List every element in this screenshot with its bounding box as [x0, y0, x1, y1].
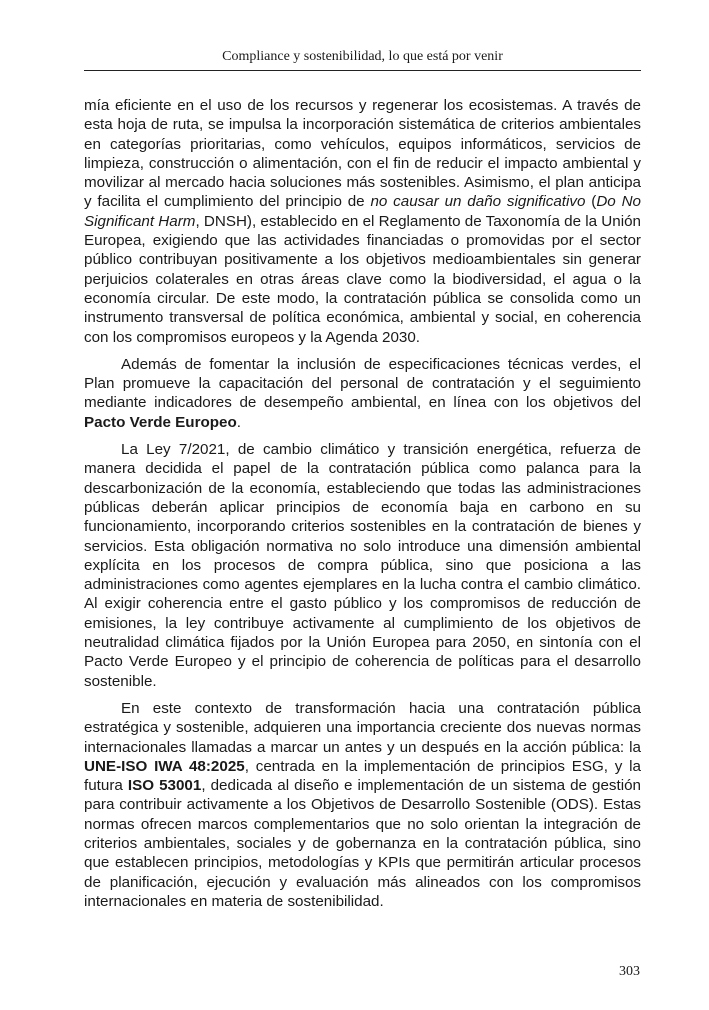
paragraph-4-text-c: , centrada en la implementación de principios ESG, y la futura	[84, 757, 641, 795]
paragraph-2-bold-pacto-verde: Pacto Verde Europeo	[84, 413, 237, 431]
paragraph-2-text-a: Además de fomentar la inclusión de especificaciones técnicas verdes, el Plan promueve la capacitación del personal de contratación y el seguimiento mediante indicadores de desempeño ambiental, en línea con los objetivos del	[84, 355, 641, 412]
page-number: 303	[619, 964, 640, 979]
paragraph-2	[84, 355, 641, 432]
paragraph-3-text: La Ley 7/2021, de cambio climático y transición energética, refuerza de manera decidida el papel de la contratación pública como palanca para la descarbonización de la economía, estableciendo que todas las administraciones públicas deberán aplicar principios de economía baja en carbono en su funcionamiento, incorporando criterios sostenibles en la contratación de bienes y servicios. Esta obligación normativa no solo introduce una dimensión ambiental explícita en los procesos de compra pública, sino que posiciona a las administraciones como agentes ejemplares en la lucha contra el cambio climático. Al exigir coherencia entre el gasto público y los compromisos de reducción de emisiones, la ley contribuye activamente al cumplimiento de los objetivos de neutralidad climática fijados por la Unión Europea para 2050, en sintonía con el Pacto Verde Europeo y el principio de coherencia de políticas para el desarrollo sostenible.	[84, 441, 641, 690]
running-header	[84, 48, 641, 66]
paragraph-4-text-a: En este contexto de transformación hacia una contratación pública estratégica y sostenible, adquieren una importancia creciente dos nuevas normas internacionales llamadas a marcar un antes y un después en la acción pública: la	[84, 699, 641, 756]
paragraph-3	[84, 440, 641, 691]
paragraph-1-text-e: , DNSH), establecido en el Reglamento de Taxonomía de la Unión Europea, exigiendo que las actividades financiadas o promovidas por el sector público contribuyan positivamente a los objetivos medioambientales sin generar perjuicios colaterales en otras áreas clave como la biodiversidad, el agua o la economía circular. De este modo, la contratación pública se consolida como un instrumento transversal de política económica, ambiental y social, en coherencia con los compromisos europeos y la Agenda 2030.	[84, 212, 641, 346]
paragraph-4	[84, 699, 641, 911]
paragraph-1	[84, 96, 641, 347]
paragraph-4-text-e: , dedicada al diseño e implementación de un sistema de gestión para contribuir activamente a los Objetivos de Desarrollo Sostenible (ODS). Estas normas ofrecen marcos complementarios que no solo orientan la integración de criterios ambientales, sociales y de gobernanza en la contratación pública, sino que establecen principios, metodologías y KPIs que permitirán articular procesos de planificación, ejecución y evaluación más alineados con los compromisos internacionales en materia de sostenibilidad.	[84, 777, 642, 910]
header-divider	[84, 70, 641, 71]
paragraph-4-bold-iso-53001: ISO 53001	[127, 777, 202, 795]
paragraph-2-text-c: .	[236, 413, 241, 431]
paragraph-1-text-a: mía eficiente en el uso de los recursos y regenerar los ecosistemas. A través de esta hoja de ruta, se impulsa la incorporación sistemática de criterios ambientales en categorías prioritarias, como vehículos, equipos informáticos, servicios de limpieza, construcción o alimentación, con el fin de reducir el impacto ambiental y movilizar al mercado hacia soluciones más sostenibles. Asimismo, el plan anticipa y facilita el cumplimiento del principio de	[84, 97, 641, 211]
paragraph-1-italic-dnsh-en: Do No Significant Harm	[84, 193, 641, 230]
paragraph-4-bold-une-iso: UNE-ISO IWA 48:2025	[84, 757, 245, 775]
paragraph-1-text-c: (	[585, 193, 597, 211]
paragraph-1-italic-dnsh-es: no causar un daño significativo	[370, 193, 586, 211]
page-body	[84, 96, 641, 919]
running-title: Compliance y sostenibilidad, lo que está por venir	[222, 49, 503, 64]
